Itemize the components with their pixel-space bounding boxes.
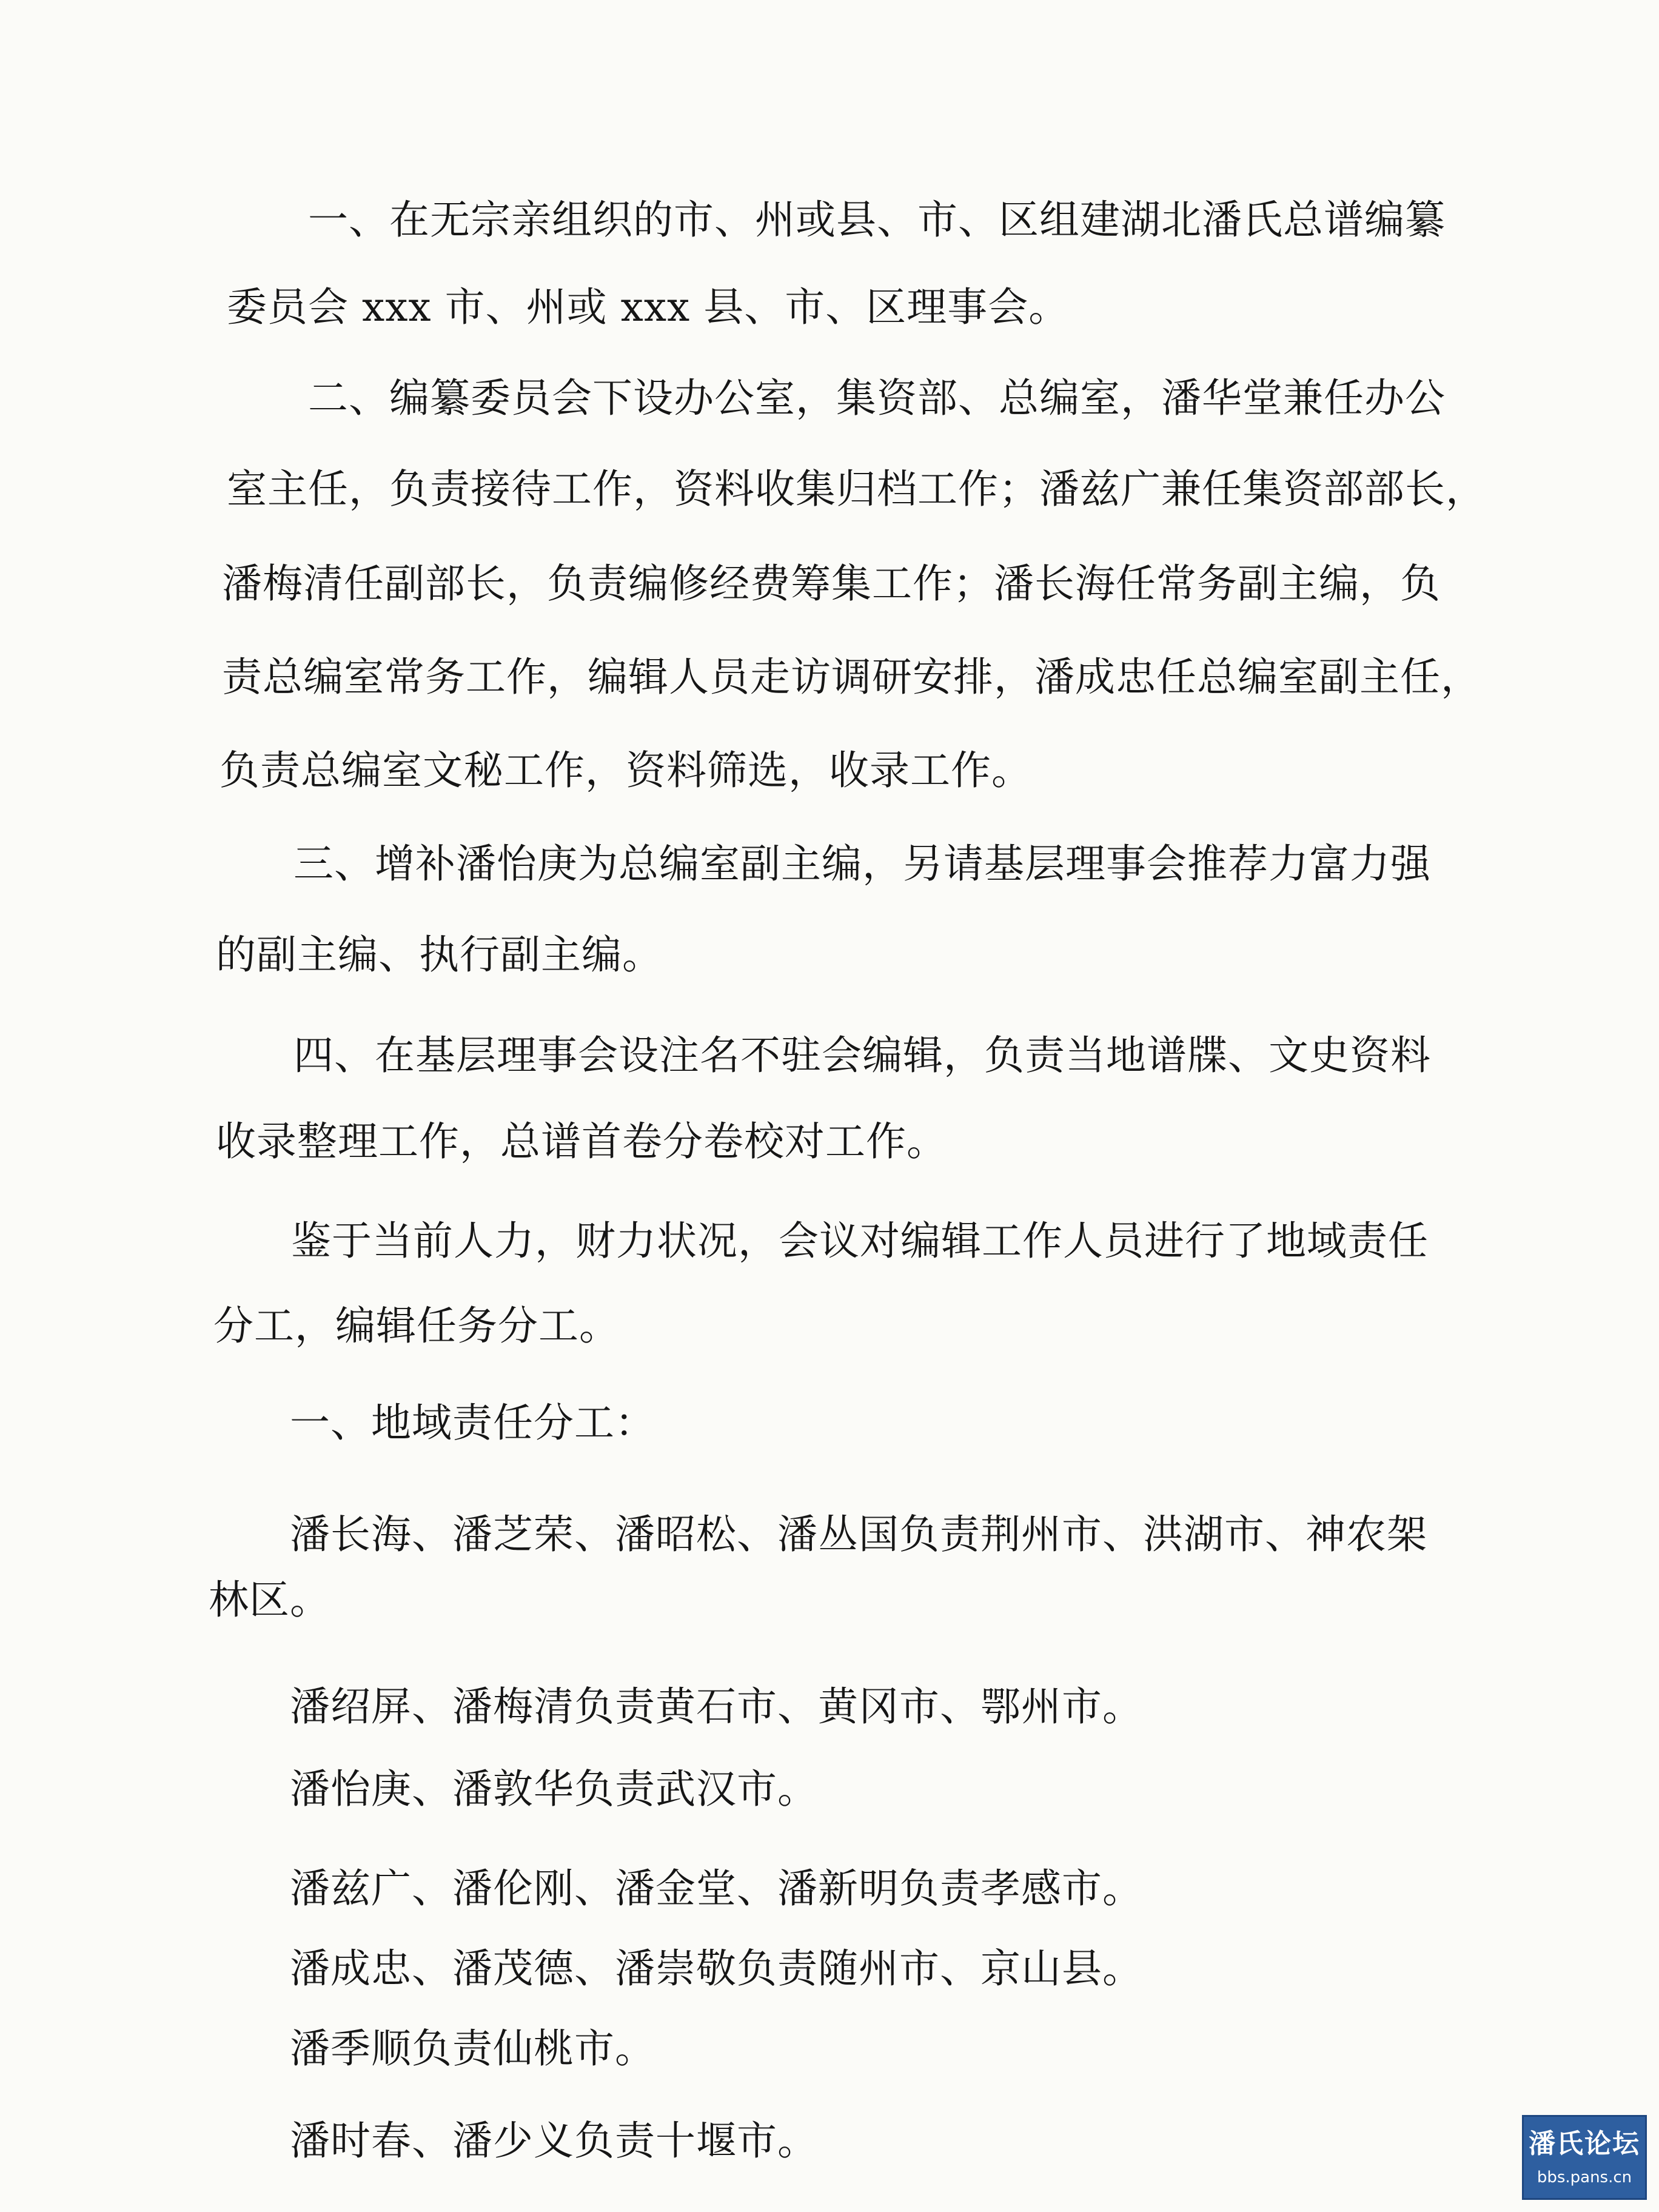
text-line: 潘时春、潘少义负责十堰市。 [290,2117,818,2164]
text-line: 二、编纂委员会下设办公室，集资部、总编室，潘华堂兼任办公 [308,375,1446,421]
text-line: 收录整理工作，总谱首卷分卷校对工作。 [216,1118,947,1165]
watermark-url: bbs.pans.cn [1537,2168,1632,2187]
text-line: 委员会 xxx 市、州或 xxx 县、市、区理事会。 [227,284,1070,330]
text-line: 潘长海、潘芝荣、潘昭松、潘丛国负责荆州市、洪湖市、神农架 [290,1511,1427,1558]
text-line: 室主任，负责接待工作，资料收集归档工作；潘兹广兼任集资部部长， [227,466,1486,512]
text-line: 潘梅清任副部长，负责编修经费筹集工作；潘长海任常务副主编，负 [222,560,1441,607]
forum-watermark [1522,2115,1647,2200]
text-line: 一、地域责任分工： [290,1399,655,1446]
text-line: 一、在无宗亲组织的市、州或县、市、区组建湖北潘氏总谱编纂 [308,196,1446,243]
text-line: 分工，编辑任务分工。 [213,1302,620,1349]
watermark-logo: 潘氏论坛 [1529,2128,1640,2159]
text-line: 鉴于当前人力，财力状况，会议对编辑工作人员进行了地域责任 [291,1218,1429,1264]
text-line: 负责总编室文秘工作，资料筛选，收录工作。 [220,747,1032,794]
text-line: 四、在基层理事会设注名不驻会编辑，负责当地谱牒、文史资料 [293,1032,1431,1079]
text-line: 潘怡庚、潘敦华负责武汉市。 [290,1766,818,1812]
text-line: 的副主编、执行副主编。 [216,931,663,978]
text-line: 潘绍屏、潘梅清负责黄石市、黄冈市、鄂州市。 [290,1683,1143,1730]
text-line: 潘季顺负责仙桃市。 [290,2025,655,2072]
text-line: 责总编室常务工作，编辑人员走访调研安排，潘成忠任总编室副主任， [222,654,1481,700]
text-line: 三、增补潘怡庚为总编室副主编，另请基层理事会推荐力富力强 [293,840,1431,887]
text-line: 潘兹广、潘伦刚、潘金堂、潘新明负责孝感市。 [290,1865,1143,1912]
text-line: 潘成忠、潘茂德、潘崇敬负责随州市、京山县。 [290,1945,1143,1992]
text-line: 林区。 [209,1577,330,1623]
